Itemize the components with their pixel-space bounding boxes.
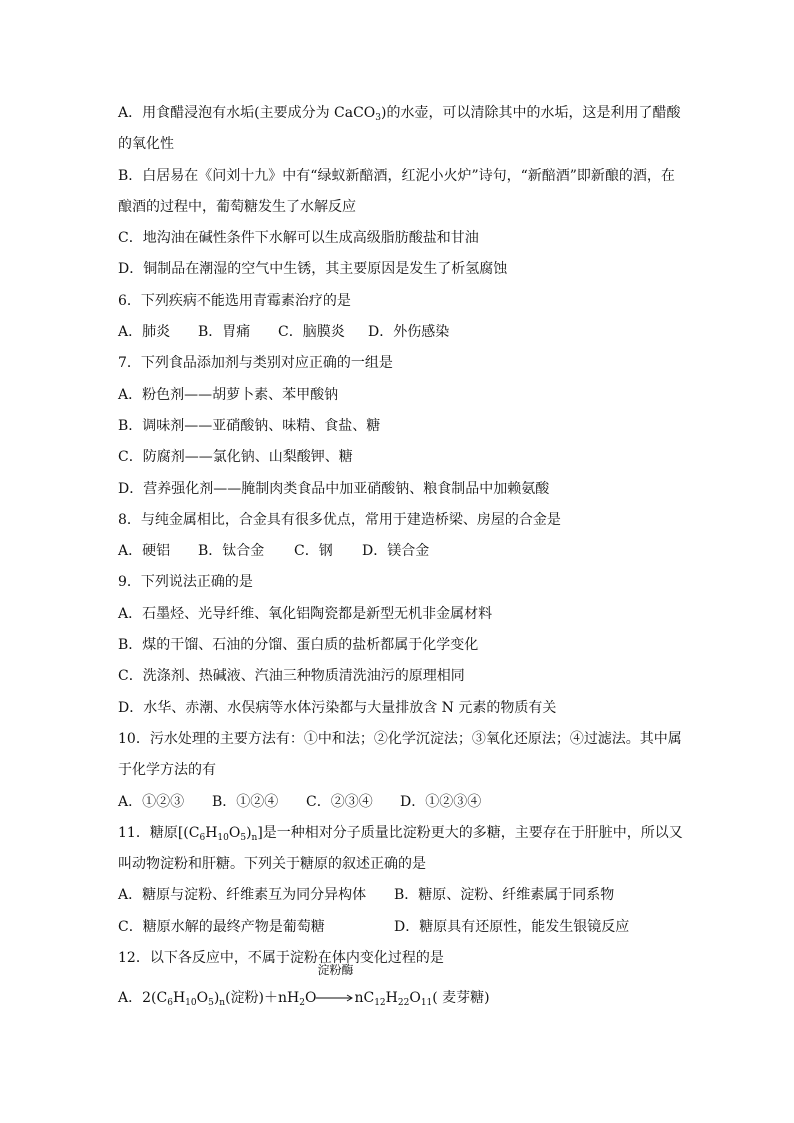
q6-stem: 6．下列疾病不能选用青霉素治疗的是 xyxy=(118,292,351,309)
q11-stem-line2: 叫动物淀粉和肝糖。下列关于糖原的叙述正确的是 xyxy=(118,856,426,873)
right-arrow-icon xyxy=(316,994,354,1002)
q8-option-a: A．硬铝 xyxy=(118,543,171,560)
q7-option-d: D．营养强化剂——腌制肉类食品中加亚硝酸钠、粮食制品中加赖氨酸 xyxy=(118,480,550,497)
q6-option-b: B．胃痛 xyxy=(198,324,251,341)
q7-stem: 7．下列食品添加剂与类别对应正确的一组是 xyxy=(118,355,393,372)
q12-stem: 12．以下各反应中，不属于淀粉在体内变化过程的是 xyxy=(118,950,444,967)
q5-option-b-line1: B．白居易在《问刘十九》中有“绿蚁新醅酒，红泥小火炉”诗句，“新醅酒”即新酿的酒，在 xyxy=(118,167,675,184)
q11-option-d: D．糖原具有还原性，能发生银镜反应 xyxy=(394,918,630,935)
reaction-arrow xyxy=(316,963,354,1014)
q8-option-c: C．钢 xyxy=(294,543,333,560)
q8-option-b: B．钛合金 xyxy=(198,543,265,560)
q5-option-d: D．铜制品在潮湿的空气中生锈，其主要原因是发生了析氢腐蚀 xyxy=(118,261,508,278)
q7-option-c: C．防腐剂——氯化钠、山梨酸钾、糖 xyxy=(118,449,353,466)
q8-option-d: D．镁合金 xyxy=(362,543,430,560)
q7-option-b: B．调味剂——亚硝酸钠、味精、食盐、糖 xyxy=(118,417,381,434)
q9-option-d: D．水华、赤潮、水俣病等水体污染都与大量排放含 N 元素的物质有关 xyxy=(118,699,557,716)
q11-options-row1 xyxy=(118,880,678,911)
q6-option-c: C．脑膜炎 xyxy=(278,324,345,341)
q5-option-a-line2: 的氧化性 xyxy=(118,136,174,153)
enzyme-label: 淀粉酶 xyxy=(317,963,354,978)
q10-options xyxy=(118,787,678,818)
q5-option-b-line2: 酿酒的过程中，葡萄糖发生了水解反应 xyxy=(118,198,356,215)
q11-stem-line1: 11．糖原$[(C_6H_{10}O_5)_n]$是一种相对分子质量比淀粉更大的多糖，主要存在于肝脏中，所以又 xyxy=(118,824,683,843)
q9-option-c: C．洗涤剂、热碱液、汽油三种物质清洗油污的原理相同 xyxy=(118,668,465,685)
q10-option-c: C．②③④ xyxy=(306,793,373,810)
q9-option-a: A．石墨烃、光导纤维、氧化铝陶瓷都是新型无机非金属材料 xyxy=(118,605,493,622)
q8-stem: 8．与纯金属相比，合金具有很多优点，常用于建造桥梁、房屋的合金是 xyxy=(118,511,561,528)
q10-stem-line2: 于化学方法的有 xyxy=(118,762,216,779)
q11-option-b: B．糖原、淀粉、纤维素属于同系物 xyxy=(394,887,615,904)
q7-option-a: A．粉色剂——胡萝卜素、苯甲酸钠 xyxy=(118,386,339,403)
q9-option-b: B．煤的干馏、石油的分馏、蛋白质的盐析都属于化学变化 xyxy=(118,637,479,654)
q10-stem-line1: 10．污水处理的主要方法有：①中和法；②化学沉淀法；③氧化还原法；④过滤法。其中属 xyxy=(118,730,682,747)
q10-option-b: B．①②④ xyxy=(212,793,279,810)
q12-option-a: A．$2(C_6H_{10}O_5)_n$(淀粉)$+nH_2O$ 淀粉酶 $nC_{12}H_{22}O_{11}$( 麦芽糖) xyxy=(118,983,678,1014)
q11-option-c: C．糖原水解的最终产物是葡萄糖 xyxy=(118,918,325,935)
q5-option-a-line1: A．用食醋浸泡有水垢(主要成分为 CaCO$_3$)的水壶，可以清除其中的水垢，这是利用了醋酸 xyxy=(118,105,681,123)
q10-option-d: D．①②③④ xyxy=(400,793,482,810)
q9-stem: 9．下列说法正确的是 xyxy=(118,574,253,591)
q11-options-row2 xyxy=(118,912,678,943)
question-content xyxy=(118,98,683,1015)
q5-option-c: C．地沟油在碱性条件下水解可以生成高级脂肪酸盐和甘油 xyxy=(118,230,479,247)
q11-option-a: A．糖原与淀粉、纤维素互为同分异构体 xyxy=(118,887,367,904)
q8-options xyxy=(118,536,678,567)
q6-option-a: A．肺炎 xyxy=(118,324,171,341)
q6-options xyxy=(118,317,678,348)
q6-option-d: D．外伤感染 xyxy=(368,324,450,341)
q10-option-a: A．①②③ xyxy=(118,793,185,810)
